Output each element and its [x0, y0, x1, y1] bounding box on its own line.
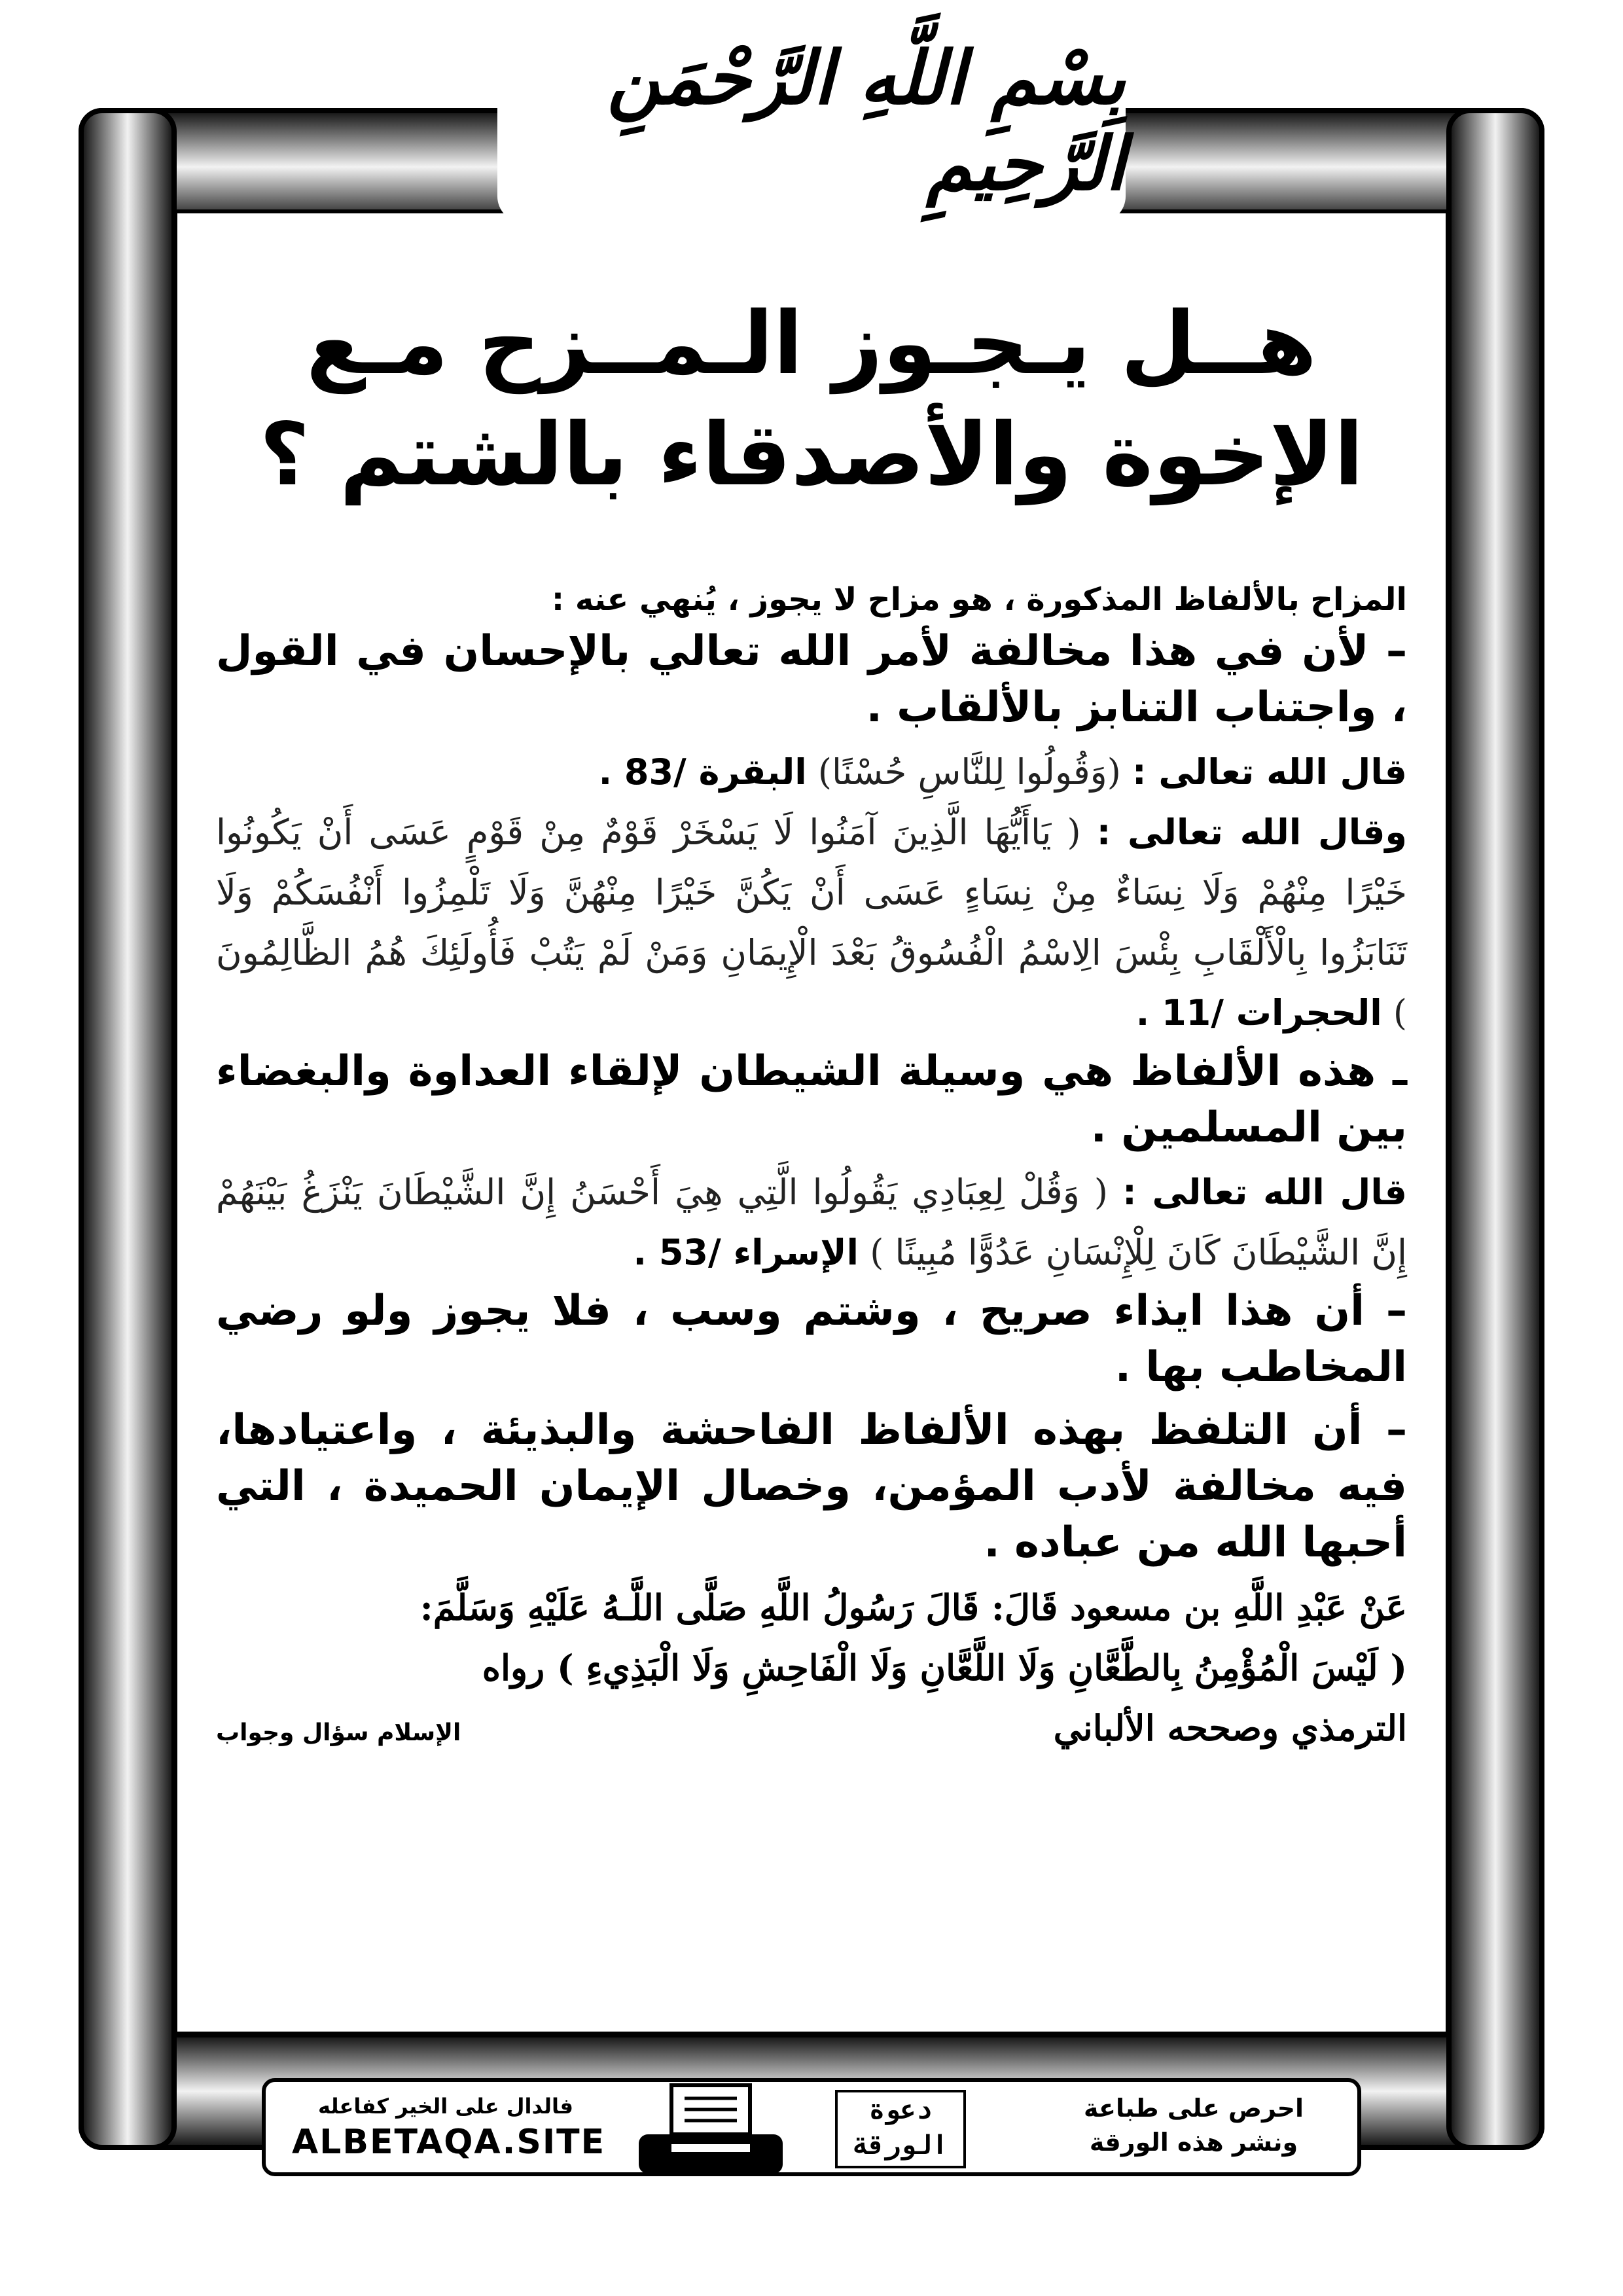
ayah-2-lead: وقال الله تعالى : — [1096, 812, 1408, 853]
title-line-1: هــل يـجـوز الـمــزح مـع — [306, 293, 1317, 394]
printer-icon — [632, 2082, 802, 2180]
source-line — [216, 1698, 1407, 1758]
ayah-3-lead: قال الله تعالى : — [1122, 1172, 1407, 1213]
ayah-2-verse: ( يَاأَيُّهَا الَّذِينَ آمَنُوا لَا يَسْخَرْ قَوْمٌ مِنْ قَوْمٍ عَسَى أَنْ يَكُونُوا خَيْرًا مِنْهُمْ وَلَا نِسَاءٌ مِنْ نِسَاءٍ عَسَى أَنْ يَكُنَّ خَيْرًا مِنْهُنَّ وَلَا تَلْمِزُوا أَنْفُسَكُمْ وَلَا تَنَابَزُوا بِالْأَلْقَابِ بِئْسَ الِاسْمُ الْفُسُوقُ بَعْدَ الْإِيمَانِ وَمَنْ لَمْ يَتُبْ فَأُولَئِكَ هُمُ الظَّالِمُونَ ) — [216, 812, 1407, 1033]
footer-box — [262, 2078, 1361, 2176]
basmala-calligraphy: بِسْمِ اللَّهِ الرَّحْمَنِ الرَّحِيمِ — [607, 35, 1126, 207]
point-1: – لأن في هذا مخالفة لأمر الله تعالي بالإحسان في القول ، واجتناب التنابز بالألقاب . — [216, 627, 1407, 732]
intro-text: المزاح بالألفاظ المذكورة ، هو مزاح لا يجوز ، يُنهي عنه : — [551, 581, 1407, 618]
ayah-1-lead: قال الله تعالى : — [1132, 751, 1407, 793]
hadith-source: الترمذي وصححه الألباني — [1053, 1707, 1407, 1749]
footer-print-line-2: ونشر هذه الورقة — [1089, 2128, 1298, 2157]
footer-print-note — [1056, 2091, 1331, 2159]
frame-left-bar — [79, 108, 177, 2150]
page-title — [216, 288, 1407, 511]
point-4: – أن التلفظ بهذه الألفاظ الفاحشة والبذيئة ، واعتيادها، فيه مخالفة لأدب المؤمن، وخصال الإيمان الحميدة ، التي أحبها الله من عباده . — [216, 1406, 1407, 1567]
title-line-2: الإخوة والأصدقاء بالشتم ؟ — [259, 404, 1364, 505]
footer-print-line-1: احرص على طباعة — [1083, 2094, 1304, 2123]
point-3: – أن هذا ايذاء صريح ، وشتم وسب ، فلا يجوز ولو رضي المخاطب بها . — [216, 1287, 1407, 1391]
ayah-1-ref: البقرة /83 . — [598, 751, 807, 793]
site-source: الإسلام سؤال وجواب — [216, 1719, 461, 1746]
footer-site — [292, 2091, 606, 2163]
logo-line-2: الورقة — [853, 2130, 948, 2161]
ayah-2-ref: الحجرات /11 . — [1135, 992, 1382, 1033]
ayah-1 — [216, 742, 1407, 802]
footer-site-url[interactable]: ALBETAQA.SITE — [292, 2123, 606, 2162]
point-2: ـ هذه الألفاظ هي وسيلة الشيطان لإلقاء العداوة والبغضاء بين المسلمين . — [216, 1047, 1407, 1152]
hadith-intro: عَنْ عَبْدِ اللَّهِ بن مسعود قَالَ: قَالَ رَسُولُ اللَّهِ صَلَّى اللَّـهُ عَلَيْهِ وَسَلَّمَ: — [419, 1587, 1407, 1628]
logo-line-1: دعوة — [868, 2095, 933, 2125]
footer-proverb: فالدال على الخير كفاعله — [318, 2094, 573, 2119]
article-body — [216, 576, 1407, 1758]
ayah-1-verse: (وَقُولُوا لِلنَّاسِ حُسْنًا) — [817, 751, 1121, 793]
ayah-3-verse: ( وَقُلْ لِعِبَادِي يَقُولُوا الَّتِي هِيَ أَحْسَنُ إِنَّ الشَّيْطَانَ يَنْزَغُ بَيْنَهُمْ إِنَّ الشَّيْطَانَ كَانَ لِلْإِنْسَانِ عَدُوًّا مُبِينًا ) — [216, 1172, 1407, 1273]
ayah-3-ref: الإسراء /53 . — [633, 1232, 859, 1273]
ayah-3 — [216, 1162, 1407, 1283]
dawa-logo — [835, 2090, 966, 2168]
hadith-text: ( لَيْسَ الْمُؤْمِنُ بِالطَّعَّانِ وَلَا اللَّعَّانِ وَلَا الْفَاحِشِ وَلَا الْبَذِيءِ ) رواه — [482, 1647, 1407, 1689]
frame-right-bar — [1446, 108, 1544, 2150]
ayah-2 — [216, 802, 1407, 1043]
